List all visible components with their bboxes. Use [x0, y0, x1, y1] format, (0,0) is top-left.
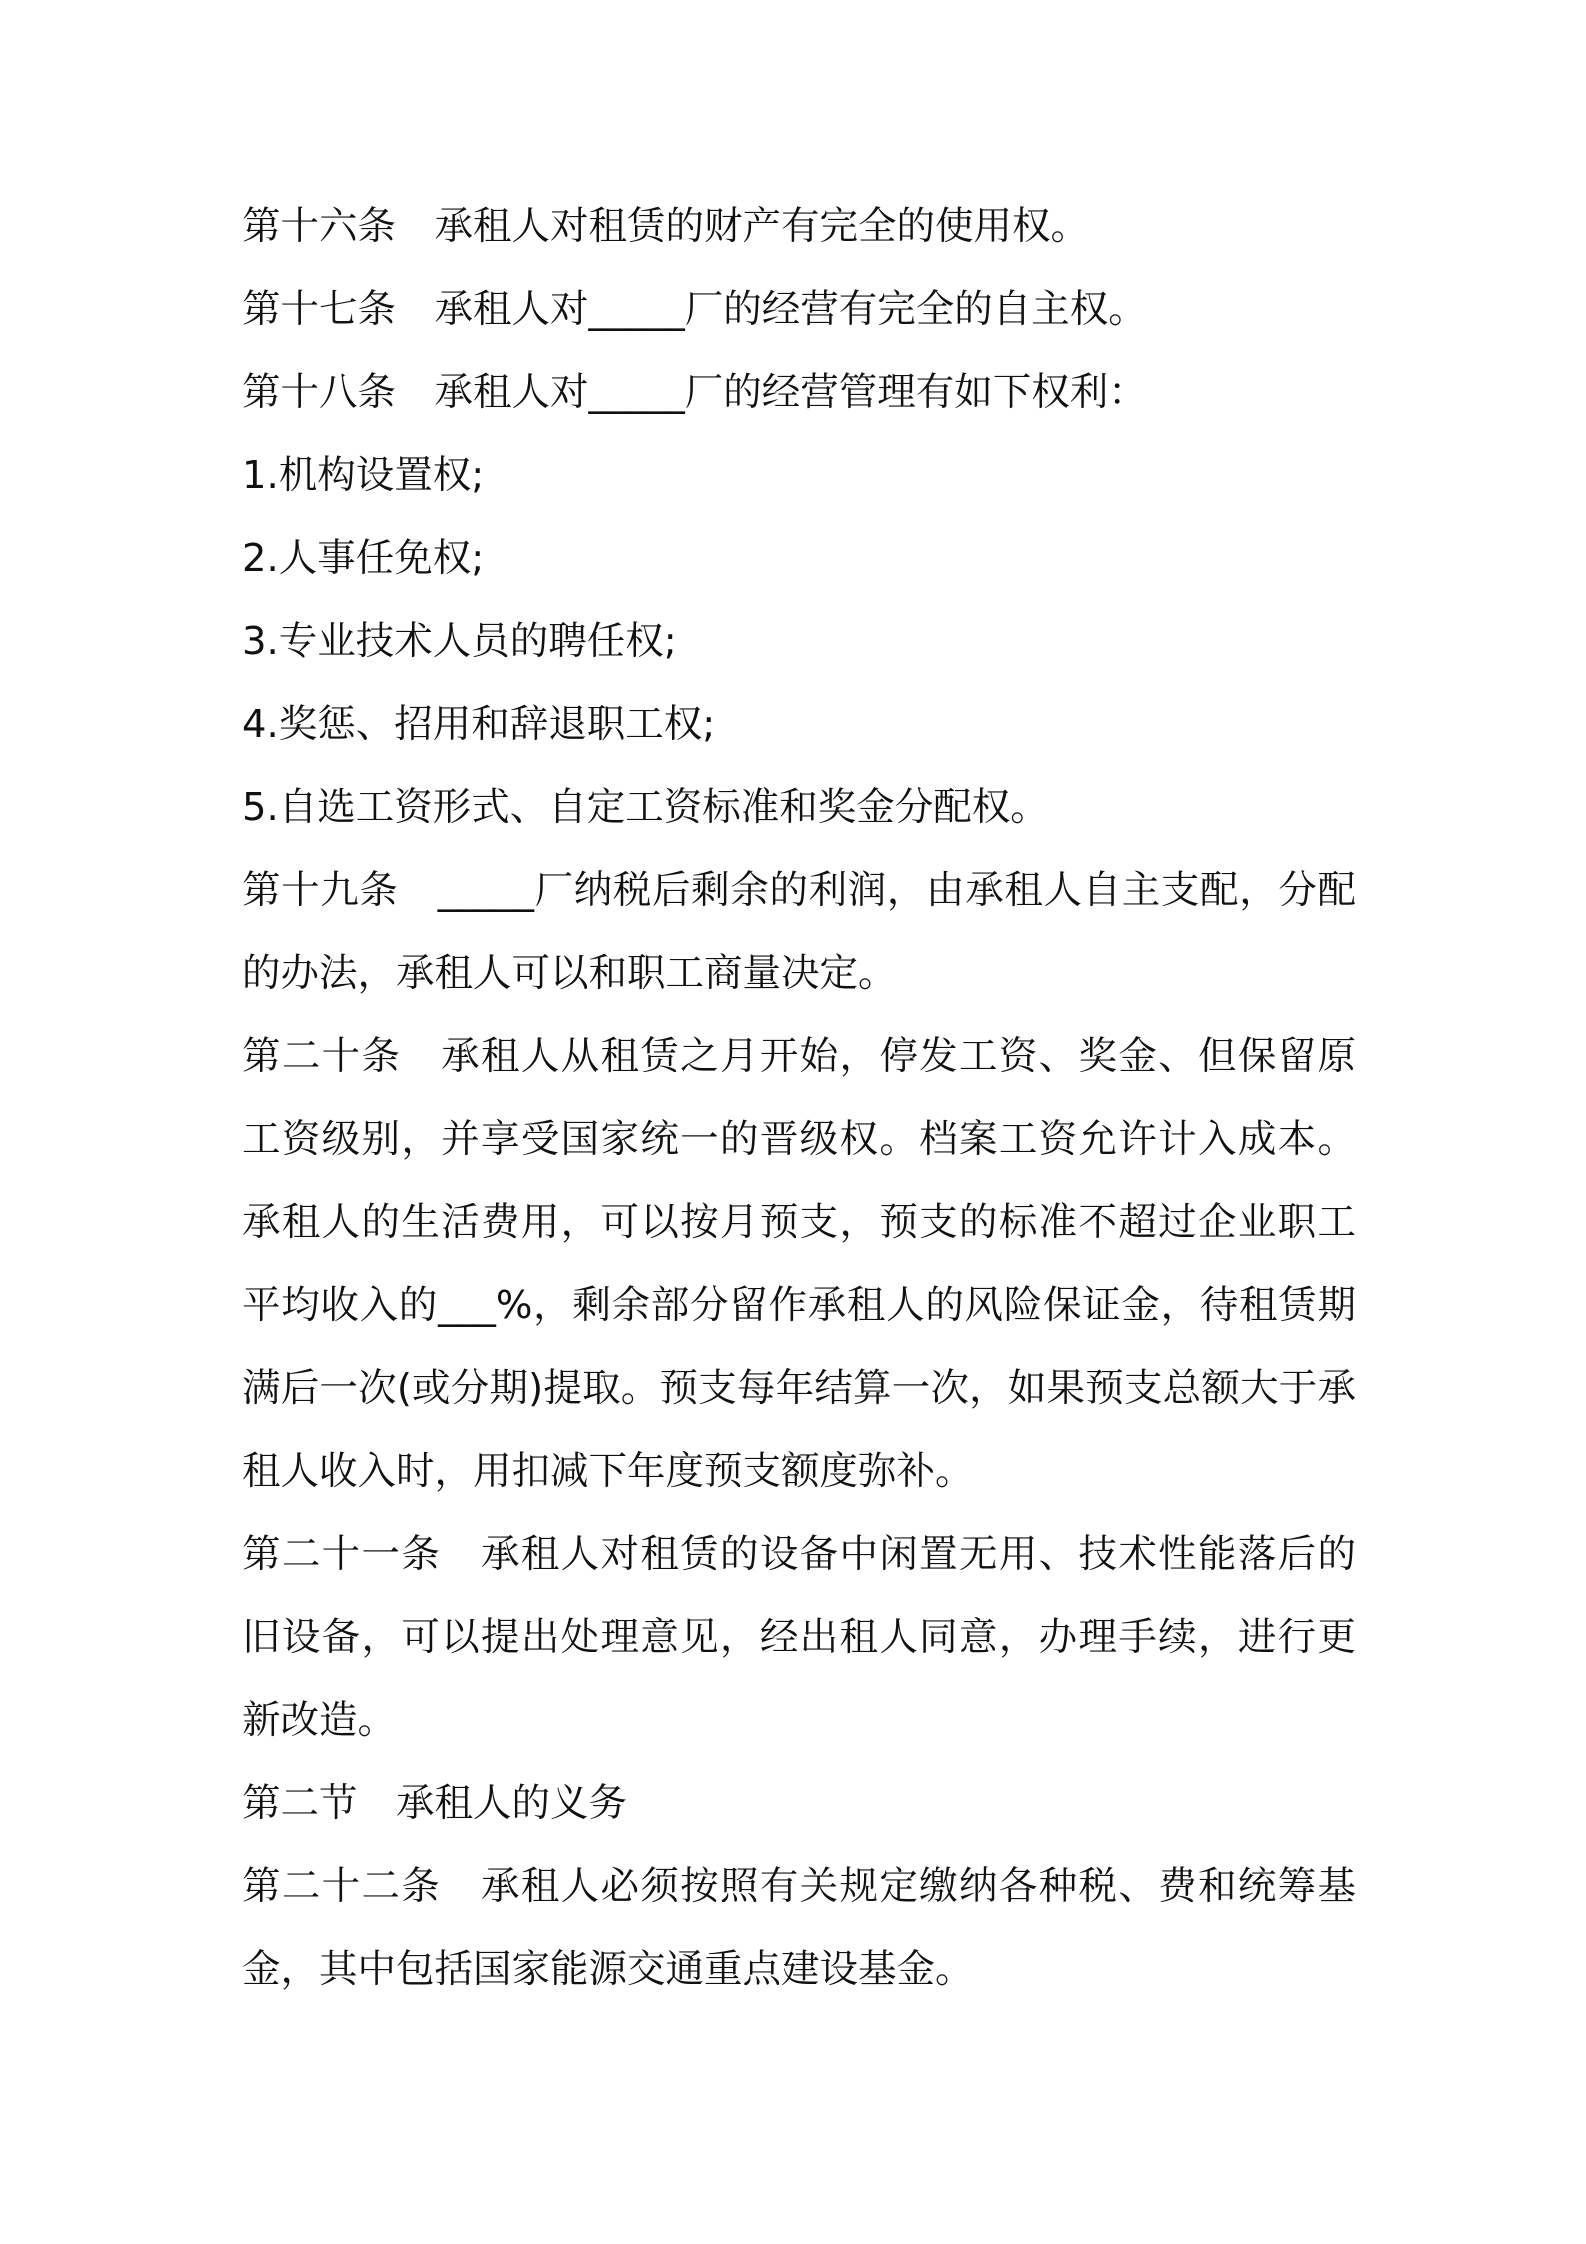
article-19: 第十九条 _____厂纳税后剩余的利润，由承租人自主支配，分配的办法，承租人可以和职工商量决定。 — [242, 868, 1356, 996]
article-22: 第二十二条 承租人必须按照有关规定缴纳各种税、费和统筹基金，其中包括国家能源交通重点建设基金。 — [242, 1864, 1356, 1992]
list-item: 4.奖惩、招用和辞退职工权; — [242, 702, 716, 747]
list-item: 5.自选工资形式、自定工资标准和奖金分配权。 — [242, 785, 1049, 830]
section-heading: 第二节 承租人的义务 — [242, 1781, 628, 1826]
list-item: 3.专业技术人员的聘任权; — [242, 619, 677, 664]
article-21: 第二十一条 承租人对租赁的设备中闲置无用、技术性能落后的旧设备，可以提出处理意见，经出租人同意，办理手续，进行更新改造。 — [242, 1532, 1356, 1743]
article-20: 第二十条 承租人从租赁之月开始，停发工资、奖金、但保留原工资级别，并享受国家统一的晋级权。档案工资允许计入成本。承租人的生活费用，可以按月预支，预支的标准不超过企业职工平均收入的___%，剩余部分留作承租人的风险保证金，待租赁期满后一次(或分期)提取。预支每年结算一次，如果预支总额大于承租人收入时，用扣减下年度预支额度弥补。 — [242, 1034, 1356, 1494]
article-18: 第十八条 承租人对_____厂的经营管理有如下权利： — [242, 370, 1147, 415]
article-17: 第十七条 承租人对_____厂的经营有完全的自主权。 — [242, 287, 1147, 332]
list-item: 2.人事任免权; — [242, 536, 485, 581]
list-item: 1.机构设置权; — [242, 453, 485, 498]
article-16: 第十六条 承租人对租赁的财产有完全的使用权。 — [242, 204, 1090, 249]
document-body — [242, 185, 1356, 2011]
